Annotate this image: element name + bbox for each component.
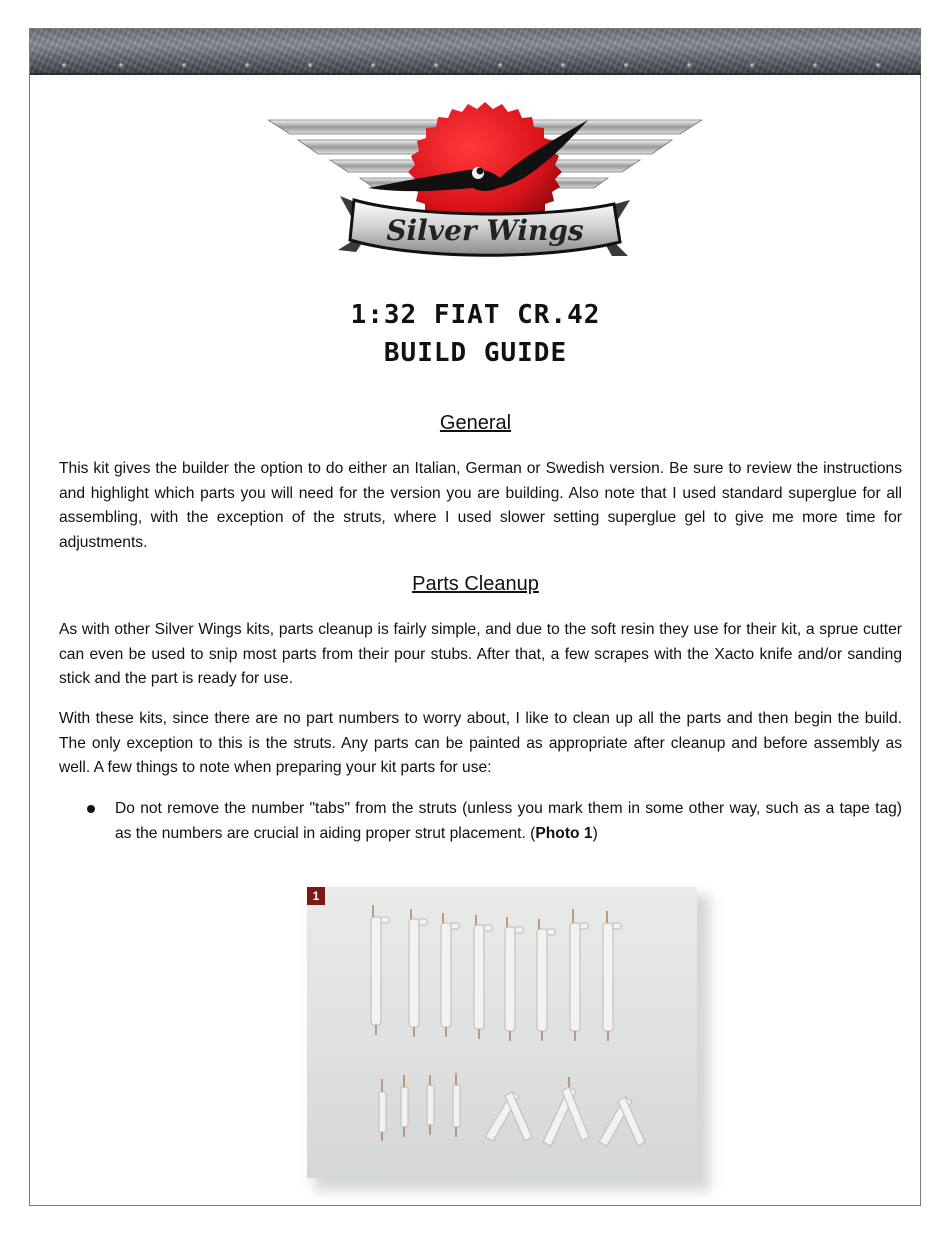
rivet <box>624 63 629 68</box>
document-title-line2: BUILD GUIDE <box>383 338 568 368</box>
photo-number-badge: 1 <box>307 887 325 905</box>
photo-struts <box>307 887 697 1178</box>
heading-parts-cleanup: Parts Cleanup <box>412 573 539 595</box>
silver-wings-logo <box>268 100 702 266</box>
rivet-row <box>30 63 921 69</box>
document-title-line1: 1:32 FIAT CR.42 <box>350 300 601 330</box>
heading-general: General <box>439 412 512 434</box>
paragraph-parts-cleanup-2: With these kits, since there are no part numbers to worry about, I like to clean up all the parts and then begin the build. The only exception to this is the struts. Any parts can be painted as appropriate after cleanup and before assembly as well. A few things to note when preparing your kit parts for use: <box>59 710 902 776</box>
rivet <box>876 63 881 68</box>
rivet <box>687 63 692 68</box>
rivet <box>62 63 67 68</box>
rivet <box>498 63 503 68</box>
bullet-text <box>115 797 902 846</box>
bullet-text-main: Do not remove the number "tabs" from the struts (unless you mark them in some other way, such as a tape tag) as the numbers are crucial in aiding proper strut placement. ( <box>115 800 902 842</box>
bullet-icon <box>87 805 95 813</box>
rivet <box>119 63 124 68</box>
header-band <box>30 29 921 75</box>
rivet <box>561 63 566 68</box>
photo-reference: Photo 1 <box>535 824 593 842</box>
struts-illustration <box>307 887 697 1178</box>
paragraph-parts-cleanup-1: As with other Silver Wings kits, parts cleanup is fairly simple, and due to the soft resin they use for their kit, a sprue cutter can even be used to snip most parts from their pour stubs. After that, a few scrapes with the Xacto knife and/or sanding stick and the part is ready for use. <box>59 621 902 687</box>
rivet <box>182 63 187 68</box>
rivet <box>371 63 376 68</box>
rivet <box>308 63 313 68</box>
rivet <box>434 63 439 68</box>
rivet <box>245 63 250 68</box>
logo-wordmark: Silver Wings <box>386 214 584 247</box>
paragraph-general: This kit gives the builder the option to do either an Italian, German or Swedish version. Be sure to review the instructions and highlight which parts you will need for the version you are building. Also note that I used standard superglue for all assembling, with the exception of the struts, where I used slower setting superglue gel to give me more time for adjustments. <box>59 460 902 551</box>
rivet <box>813 63 818 68</box>
bullet-text-end: ) <box>592 824 598 842</box>
rivet <box>750 63 755 68</box>
